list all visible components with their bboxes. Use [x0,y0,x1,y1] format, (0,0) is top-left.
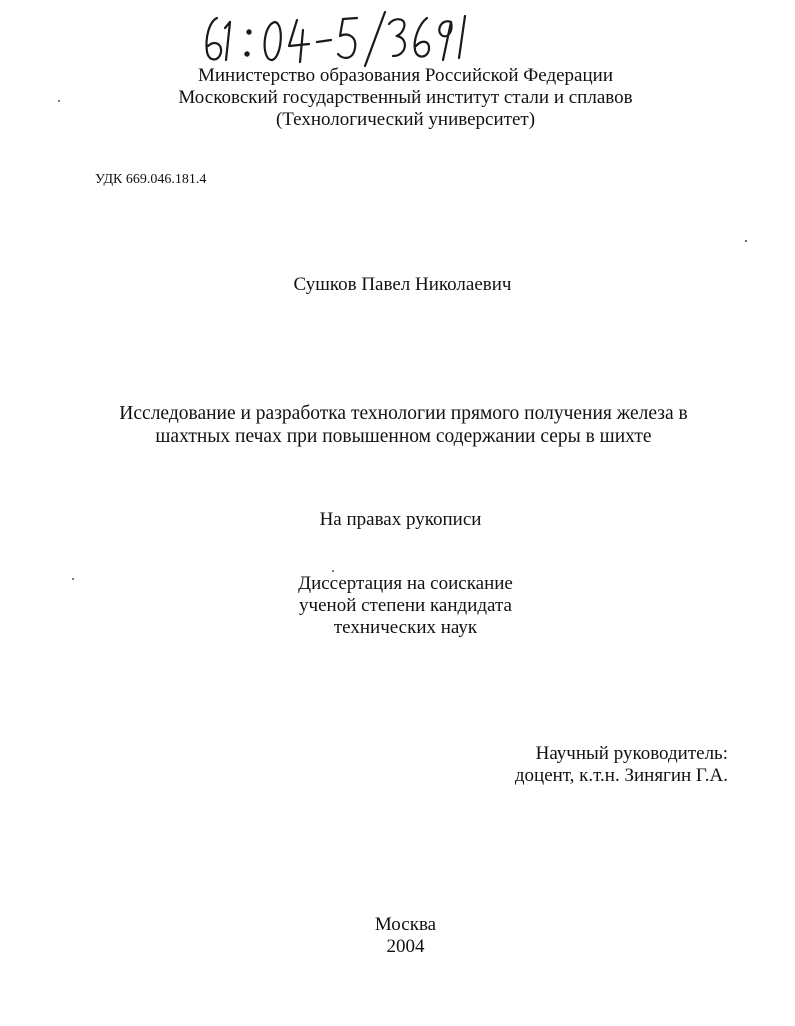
degree-line-2: ученой степени кандидата [299,595,512,616]
organization-header [8,65,795,131]
degree-line-1: Диссертация на соискание [298,573,513,594]
title-line-2: шахтных печах при повышенном содержании серы в шихте [155,426,652,447]
publication-year: 2004 [386,936,425,957]
scan-speck [72,578,74,580]
scan-speck [745,240,747,242]
dissertation-title [6,402,795,448]
degree-line-3: технических наук [333,617,478,638]
scan-speck [332,570,334,572]
supervisor-label: Научный руководитель: [535,743,728,764]
rights-notice [3,509,795,531]
supervisor-block [515,743,728,787]
handwritten-mark-drawing [197,8,467,70]
handwritten-archive-mark [197,8,467,70]
dissertation-degree [8,573,795,639]
city-name: Москва [374,914,437,935]
author-name-text: Сушков Павел Николаевич [293,274,512,295]
institute-name: Московский государственный институт стали и сплавов [178,87,633,108]
title-line-1: Исследование и разработка технологии прямого получения железа в [119,403,688,424]
udk-code: УДК 669.046.181.4 [95,172,207,187]
institute-subtitle: (Технологический университет) [275,109,536,130]
supervisor-name: доцент, к.т.н. Зинягин Г.А. [514,765,728,786]
scan-speck [58,100,60,102]
rights-notice-text: На правах рукописи [319,509,482,530]
ministry-name: Министерство образования Российской Федерации [198,65,613,86]
author-name [5,274,795,296]
city-year [8,914,795,958]
